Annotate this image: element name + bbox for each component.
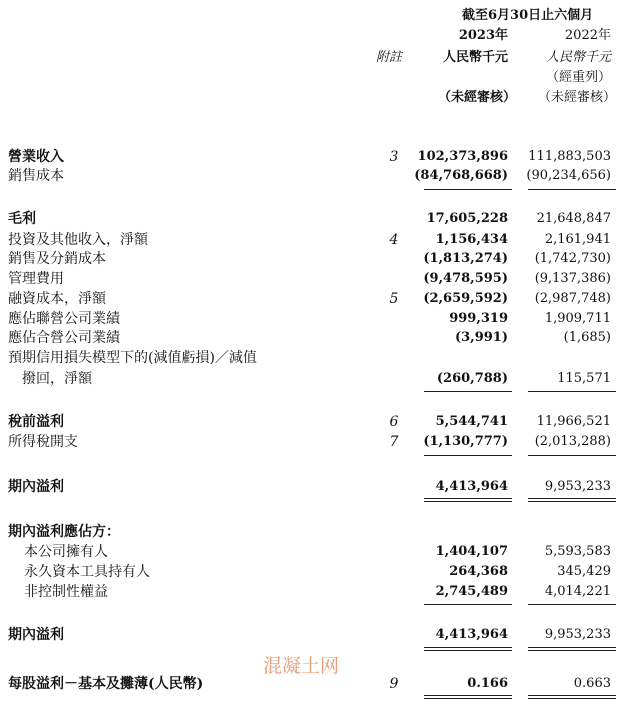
subtotal-rule-2023 [424, 604, 512, 605]
row-label-associates: 應佔聯營公司業績 [8, 311, 120, 327]
row-label-ecl-line2: 撥回，淨額 [22, 371, 92, 387]
total-rule-2023 [424, 695, 512, 696]
row-label-profit-period-2: 期內溢利 [8, 627, 64, 643]
value-2022-admin-expenses: (9,137,386) [534, 271, 611, 286]
subtotal-rule-2023 [424, 391, 512, 392]
row-label-joint-ventures: 應佔合營公司業績 [8, 330, 120, 346]
row-note-other-income: 4 [389, 232, 399, 248]
value-2022-joint-ventures: (1,685) [563, 330, 611, 345]
row-note-income-tax: 7 [389, 434, 399, 450]
value-2023-nci: 2,745,489 [435, 584, 508, 599]
total-rule-2022 [528, 501, 616, 502]
period-heading: 截至6月30日止六個月 [462, 8, 594, 23]
row-label-revenue: 營業收入 [8, 149, 64, 165]
value-2022-cost-of-sales: (90,234,656) [526, 168, 611, 183]
watermark: 混凝土网 [263, 655, 340, 677]
total-rule-2023 [424, 647, 512, 648]
total-rule-2022 [528, 498, 616, 499]
value-2022-revenue: 111,883,503 [528, 149, 611, 164]
value-2023-ecl: (260,788) [436, 371, 508, 386]
row-label-gross-profit: 毛利 [8, 211, 36, 227]
value-2023-revenue: 102,373,896 [417, 149, 508, 164]
unaudited-2023: （未經審核） [437, 90, 516, 105]
value-2022-selling-costs: (1,742,730) [534, 251, 611, 266]
value-2022-income-tax: (2,013,288) [534, 434, 611, 449]
restated-label: （經重列） [545, 70, 611, 85]
total-rule-2023 [424, 498, 512, 499]
value-2022-ecl: 115,571 [557, 371, 611, 386]
row-label-selling-costs: 銷售及分銷成本 [8, 251, 106, 267]
row-note-revenue: 3 [389, 149, 399, 165]
value-2023-selling-costs: (1,813,274) [423, 251, 508, 266]
value-2023-income-tax: (1,130,777) [423, 434, 508, 449]
value-2023-profit-before-tax: 5,544,741 [435, 414, 508, 429]
value-2022-profit-period: 9,953,233 [544, 479, 611, 494]
year-2023: 2023年 [458, 28, 508, 43]
total-rule-2022 [528, 647, 616, 648]
row-label-profit-period: 期內溢利 [8, 479, 64, 495]
value-2022-eps: 0.663 [573, 676, 611, 691]
subtotal-rule-2022 [528, 604, 616, 605]
row-label-eps: 每股溢利－基本及攤薄(人民幣) [8, 676, 204, 692]
row-label-income-tax: 所得稅開支 [8, 434, 78, 450]
value-2023-profit-period: 4,413,964 [435, 479, 508, 494]
value-2023-perpetual: 264,368 [449, 564, 508, 579]
row-label-cost-of-sales: 銷售成本 [8, 168, 64, 184]
value-2023-gross-profit: 17,605,228 [426, 211, 508, 226]
value-2023-profit-period-2: 4,413,964 [435, 627, 508, 642]
row-label-finance-costs: 融資成本，淨額 [8, 291, 106, 307]
value-2023-owners: 1,404,107 [435, 544, 508, 559]
row-label-perpetual: 永久資本工具持有人 [24, 564, 150, 580]
total-rule-2022 [528, 698, 616, 699]
unit-2023: 人民幣千元 [442, 50, 508, 65]
value-2022-owners: 5,593,583 [544, 544, 611, 559]
value-2022-profit-before-tax: 11,966,521 [536, 414, 611, 429]
row-label-nci: 非控制性權益 [24, 584, 108, 600]
total-rule-2023 [424, 650, 512, 651]
value-2022-nci: 4,014,221 [544, 584, 611, 599]
total-rule-2023 [424, 698, 512, 699]
value-2022-associates: 1,909,711 [544, 311, 611, 326]
row-label-profit-before-tax: 稅前溢利 [8, 414, 64, 430]
row-label-admin-expenses: 管理費用 [8, 271, 64, 287]
unit-2022: 人民幣千元 [545, 50, 611, 65]
unaudited-2022: （未經審核） [537, 90, 616, 105]
value-2022-finance-costs: (2,987,748) [534, 291, 611, 306]
value-2023-cost-of-sales: (84,768,668) [414, 168, 508, 183]
note-column-heading: 附註 [376, 50, 403, 65]
section-heading-attributable: 期內溢利應佔方： [8, 524, 120, 540]
subtotal-rule-2022 [528, 189, 616, 190]
row-note-finance-costs: 5 [389, 291, 399, 307]
value-2022-gross-profit: 21,648,847 [536, 211, 611, 226]
total-rule-2022 [528, 650, 616, 651]
year-2022: 2022年 [564, 28, 611, 43]
subtotal-rule-2022 [528, 391, 616, 392]
subtotal-rule-2023 [424, 455, 512, 456]
total-rule-2023 [424, 501, 512, 502]
value-2023-associates: 999,319 [449, 311, 508, 326]
value-2023-other-income: 1,156,434 [435, 232, 508, 247]
value-2023-finance-costs: (2,659,592) [423, 291, 508, 306]
row-label-ecl-line1: 預期信用損失模型下的(減值虧損)／減值 [8, 350, 257, 366]
row-label-owners: 本公司擁有人 [24, 544, 108, 560]
row-note-profit-before-tax: 6 [389, 414, 399, 430]
value-2022-other-income: 2,161,941 [544, 232, 611, 247]
value-2023-eps: 0.166 [467, 676, 508, 691]
subtotal-rule-2022 [528, 455, 616, 456]
row-label-other-income: 投資及其他收入，淨額 [8, 232, 148, 248]
subtotal-rule-2023 [424, 189, 512, 190]
value-2022-profit-period-2: 9,953,233 [544, 627, 611, 642]
value-2023-joint-ventures: (3,991) [454, 330, 508, 345]
row-note-eps: 9 [389, 676, 399, 692]
value-2022-perpetual: 345,429 [557, 564, 611, 579]
total-rule-2022 [528, 695, 616, 696]
value-2023-admin-expenses: (9,478,595) [423, 271, 508, 286]
